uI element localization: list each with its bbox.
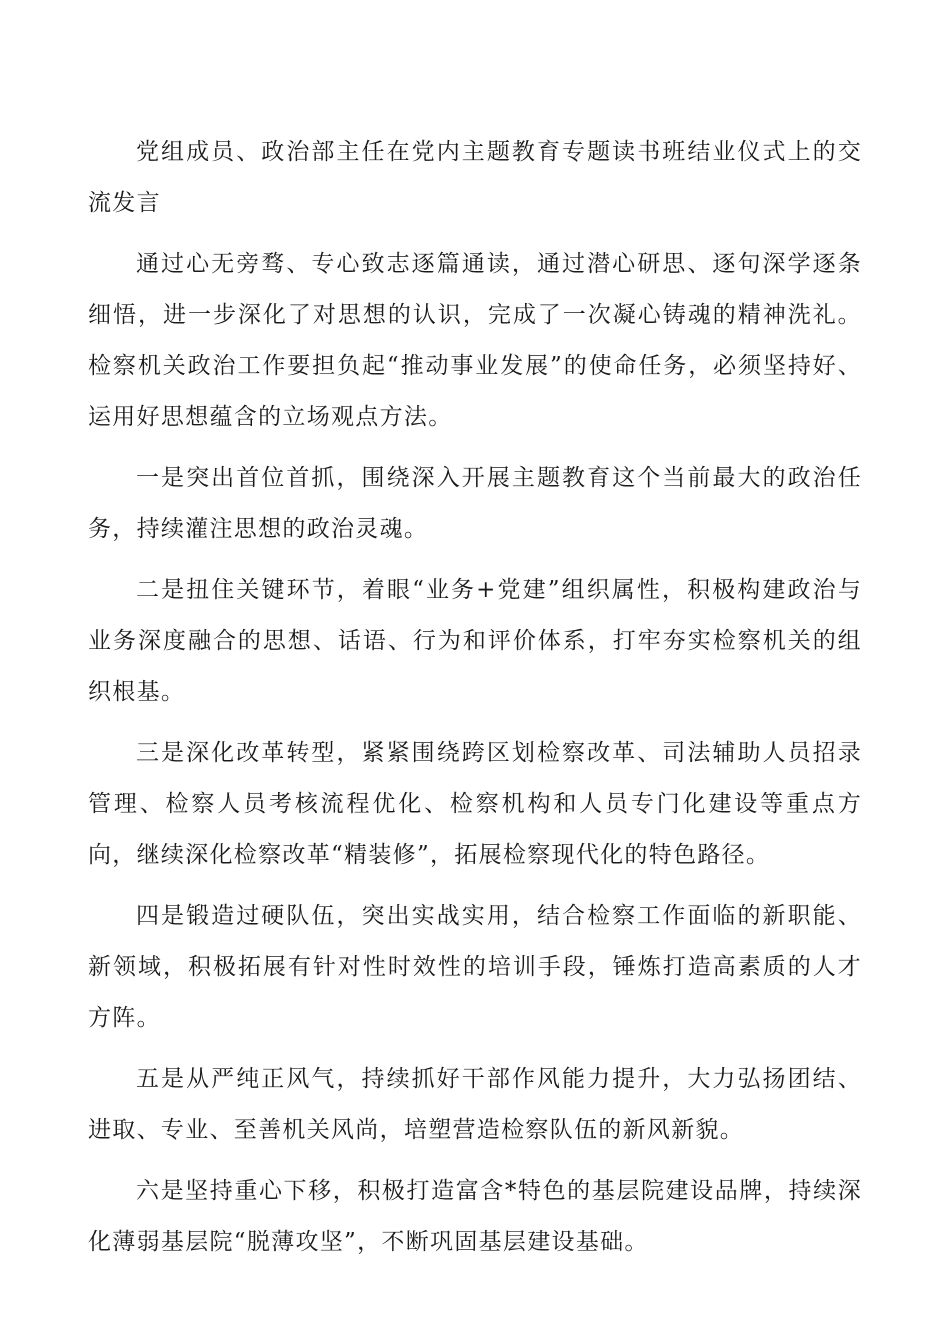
paragraph-point-2: 二是扭住关键环节，着眼“业务+党建”组织属性，积极构建政治与业务深度融合的思想、话语、行为和评价体系，打牢夯实检察机关的组织根基。 — [88, 577, 862, 705]
document-body — [88, 127, 862, 1278]
paragraph-point-4: 四是锻造过硬队伍，突出实战实用，结合检察工作面临的新职能、新领域，积极拓展有针对性时效性的培训手段，锤炼打造高素质的人才方阵。 — [88, 903, 862, 1031]
paragraph-point-1: 一是突出首位首抓，围绕深入开展主题教育这个当前最大的政治任务，持续灌注思想的政治灵魂。 — [88, 465, 862, 542]
document-title: 党组成员、政治部主任在党内主题教育专题读书班结业仪式上的交流发言 — [88, 139, 862, 216]
paragraph-point-5: 五是从严纯正风气，持续抓好干部作风能力提升，大力弘扬团结、进取、专业、至善机关风尚，培塑营造检察队伍的新风新貌。 — [88, 1066, 862, 1143]
paragraph-point-6: 六是坚持重心下移，积极打造富含*特色的基层院建设品牌，持续深化薄弱基层院“脱薄攻坚”，不断巩固基层建设基础。 — [88, 1178, 862, 1255]
paragraph-point-3: 三是深化改革转型，紧紧围绕跨区划检察改革、司法辅助人员招录管理、检察人员考核流程优化、检察机构和人员专门化建设等重点方向，继续深化检察改革“精装修”，拓展检察现代化的特色路径。 — [88, 740, 862, 868]
paragraph-intro: 通过心无旁骛、专心致志逐篇通读，通过潜心研思、逐句深学逐条细悟，进一步深化了对思想的认识，完成了一次凝心铸魂的精神洗礼。检察机关政治工作要担负起“推动事业发展”的使命任务，必须坚持好、运用好思想蕴含的立场观点方法。 — [88, 251, 862, 430]
